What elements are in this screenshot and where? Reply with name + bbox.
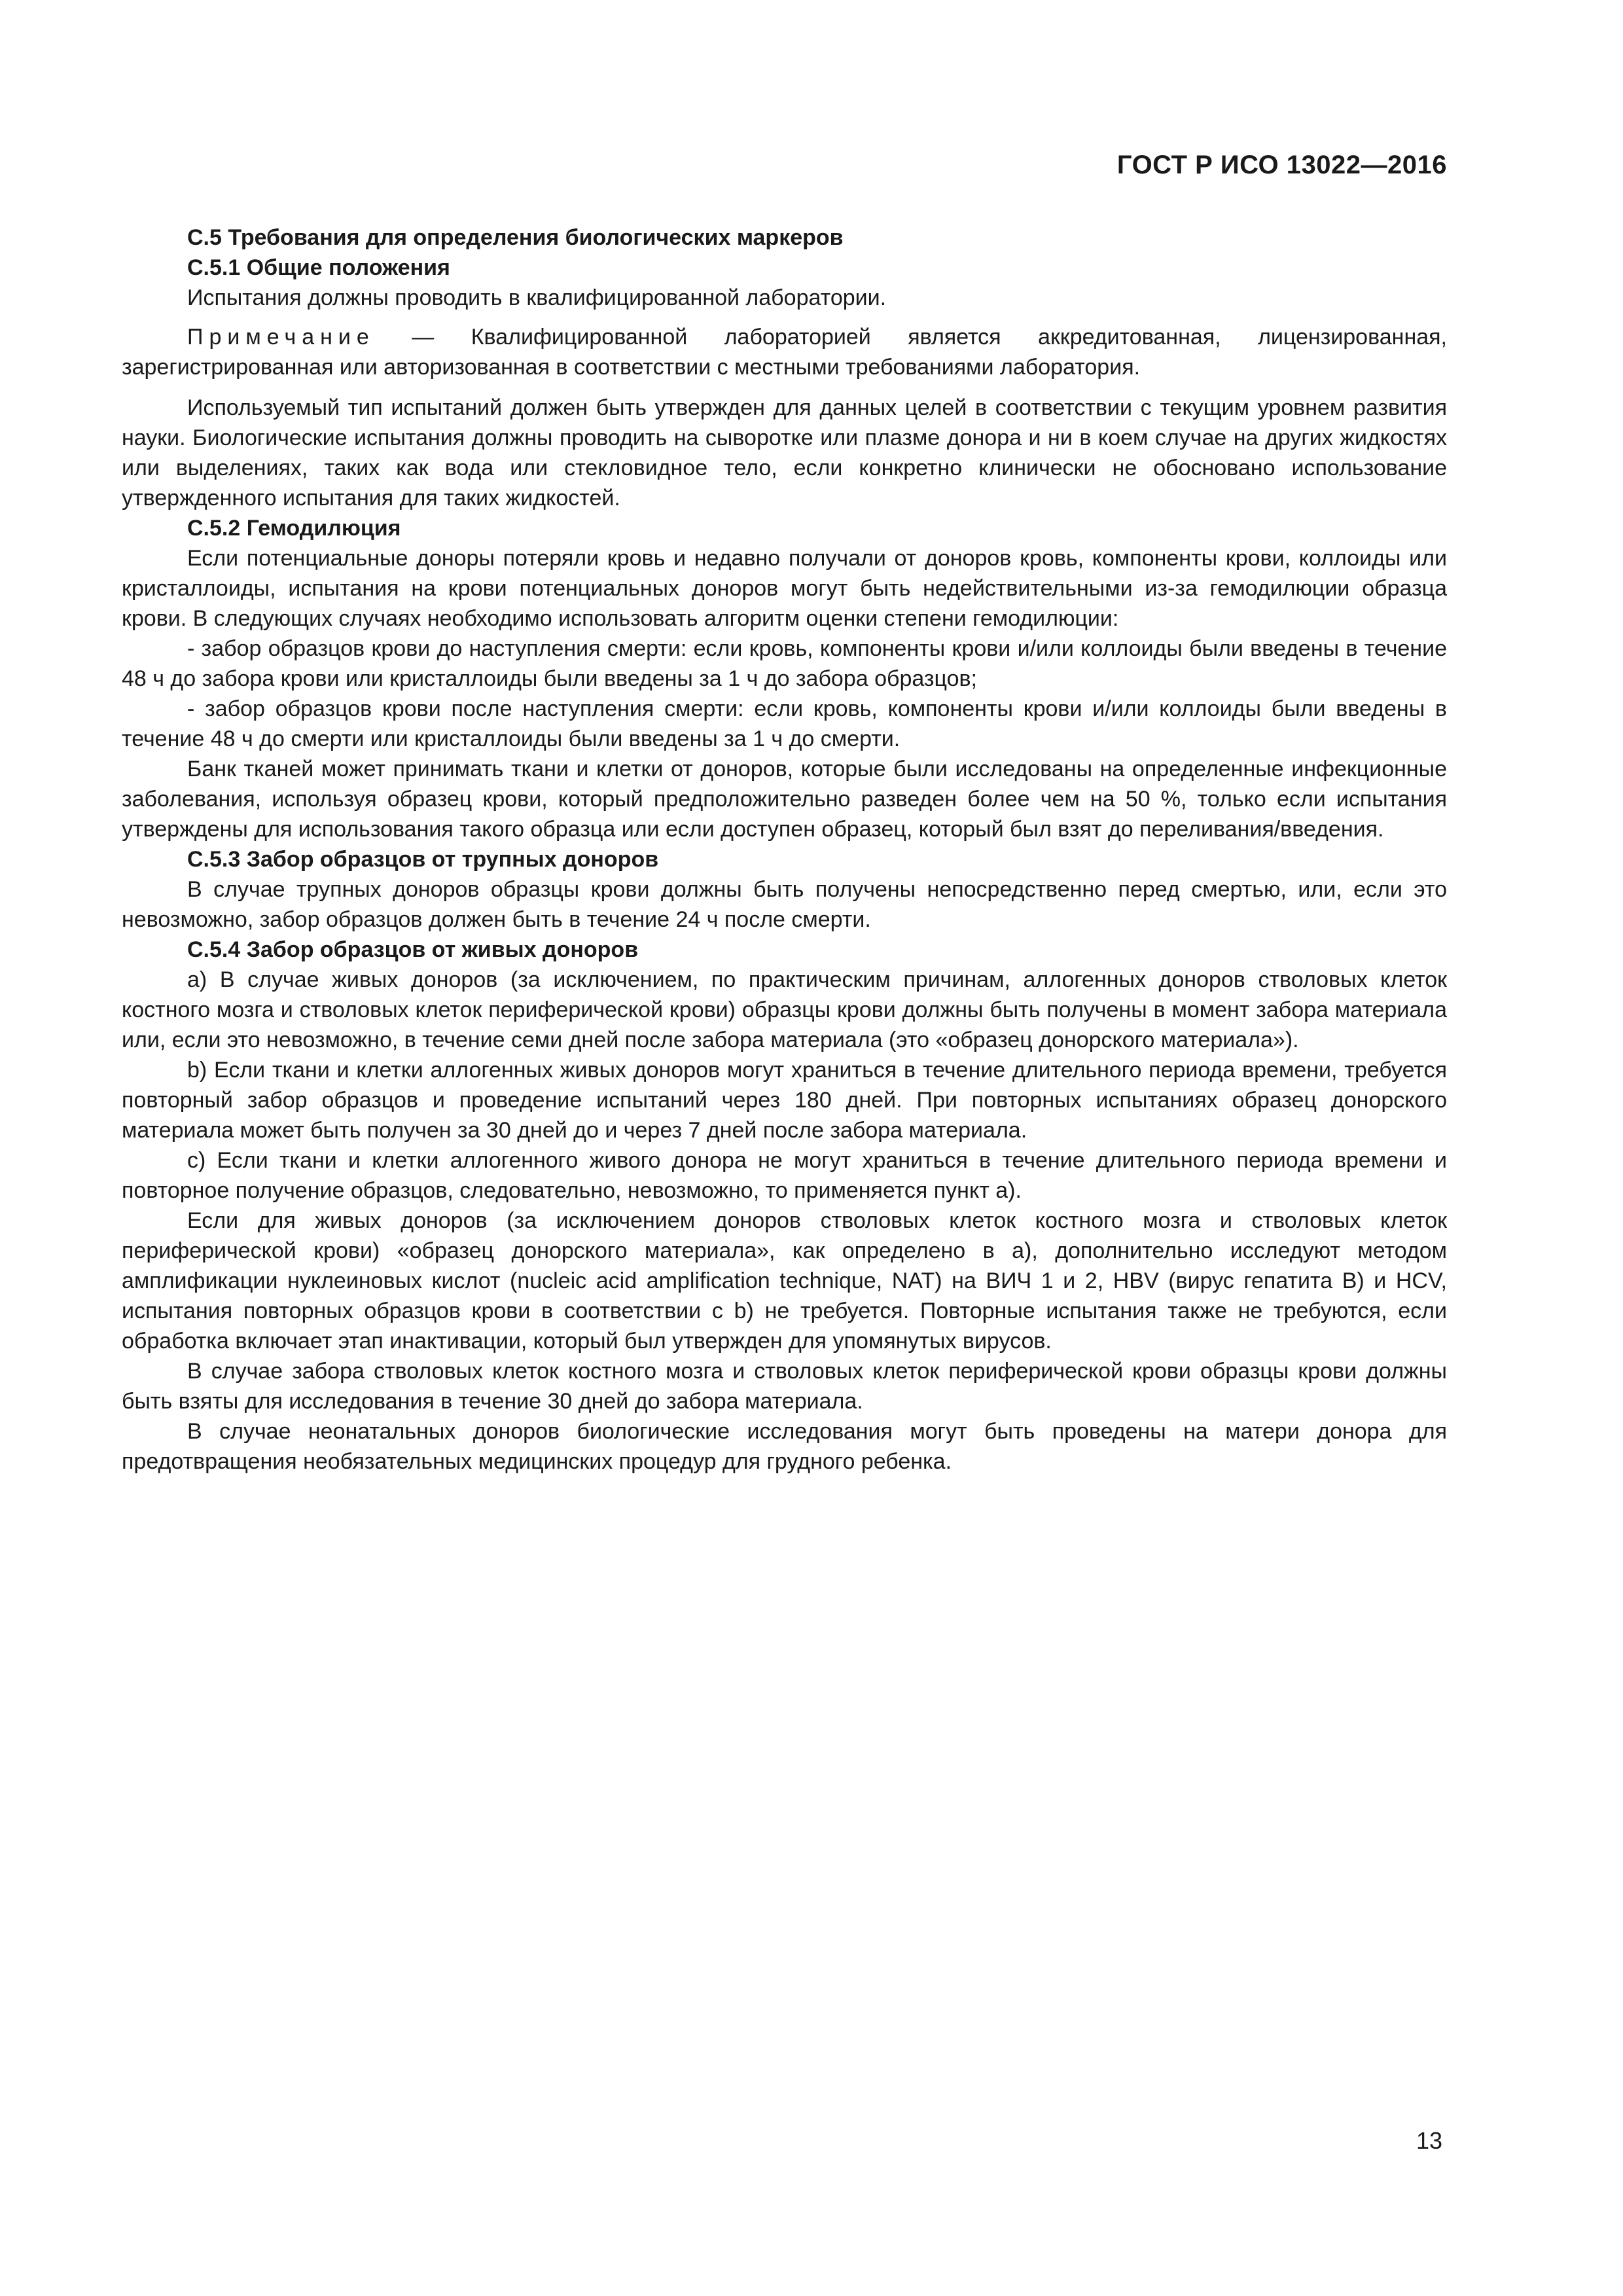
list-item: - забор образцов крови после наступления смерти: если кровь, компоненты крови и/или коллоиды были введены в течение 48 ч до смерти или кристаллоиды были введены за 1 ч до смерти. xyxy=(122,696,1447,751)
subsection-title-c53: С.5.3 Забор образцов от трупных доноров xyxy=(187,847,659,872)
note-paragraph xyxy=(122,322,1447,382)
paragraph: с) Если ткани и клетки аллогенного живого донора не могут храниться в течение длительного периода времени и повторное получение образцов, следовательно, невозможно, то применяется пункт а). xyxy=(122,1148,1447,1203)
paragraph: Используемый тип испытаний должен быть утвержден для данных целей в соответствии с текущим уровнем развития науки. Биологические испытания должны проводить на сыворотке или плазме донора и ни в коем случае на других жидкостях или выделениях, таких как вода или стекловидное тело, если конкретно клинически не обосновано использование утвержденного испытания для таких жидкостей. xyxy=(122,395,1447,511)
paragraph: Если потенциальные доноры потеряли кровь и недавно получали от доноров кровь, компоненты крови, коллоиды или кристаллоиды, испытания на крови потенциальных доноров могут быть недействительными из-за гемодилюции образца крови. В следующих случаях необходимо использовать алгоритм оценки степени гемодилюции: xyxy=(122,546,1447,631)
subsection-title-c52: С.5.2 Гемодилюция xyxy=(187,516,401,541)
paragraph: В случае трупных доноров образцы крови должны быть получены непосредственно перед смертью, или, если это невозможно, забор образцов должен быть в течение 24 ч после смерти. xyxy=(122,877,1447,932)
page-number: 13 xyxy=(1416,2127,1442,2154)
paragraph: В случае неонатальных доноров биологические исследования могут быть проведены на матери донора для предотвращения необязательных медицинских процедур для грудного ребенка. xyxy=(122,1419,1447,1474)
paragraph: Испытания должны проводить в квалифицированной лаборатории. xyxy=(187,285,887,310)
document-body xyxy=(122,223,1447,1477)
note-text: — Квалифицированной лабораторией является аккредитованная, лицензированная, зарегистрированная или авторизованная в соответствии с местными требованиями лаборатория. xyxy=(122,325,1447,380)
paragraph: В случае забора стволовых клеток костного мозга и стволовых клеток периферической крови образцы крови должны быть взяты для исследования в течение 30 дней до забора материала. xyxy=(122,1359,1447,1414)
note-label: Примечание xyxy=(187,325,375,350)
paragraph: Если для живых доноров (за исключением доноров стволовых клеток костного мозга и стволовых клеток периферической крови) «образец донорского материала», как определено в а), дополнительно исследуют методом амплификации нуклеиновых кислот (nucleic acid amplification technique, NAT) на ВИЧ 1 и 2, HBV (вирус гепатита В) и HCV, испытания повторных образцов крови в соответствии с b) не требуется. Повторные испытания также не требуются, если обработка включает этап инактивации, который был утвержден для упомянутых вирусов. xyxy=(122,1208,1447,1354)
paragraph: b) Если ткани и клетки аллогенных живых доноров могут храниться в течение длительного периода времени, требуется повторный забор образцов и проведение испытаний через 180 дней. При повторных испытаниях образец донорского материала может быть получен за 30 дней до и через 7 дней после забора материала. xyxy=(122,1058,1447,1143)
paragraph: а) В случае живых доноров (за исключением, по практическим причинам, аллогенных доноров стволовых клеток костного мозга и стволовых клеток периферической крови) образцы крови должны быть получены в момент забора материала или, если это невозможно, в течение семи дней после забора материала (это «образец донорского материала»). xyxy=(122,967,1447,1052)
list-item: - забор образцов крови до наступления смерти: если кровь, компоненты крови и/или коллоиды были введены в течение 48 ч до забора крови или кристаллоиды были введены за 1 ч до забора образцов; xyxy=(122,636,1447,691)
standard-code: ГОСТ Р ИСО 13022—2016 xyxy=(1116,151,1447,179)
subsection-title-c54: С.5.4 Забор образцов от живых доноров xyxy=(187,937,639,962)
section-title: С.5 Требования для определения биологических маркеров xyxy=(187,225,844,250)
paragraph: Банк тканей может принимать ткани и клетки от доноров, которые были исследованы на определенные инфекционные заболевания, используя образец крови, который предположительно разведен более чем на 50 %, только если испытания утверждены для использования такого образца или если доступен образец, который был взят до переливания/введения. xyxy=(122,757,1447,842)
subsection-title-c51: С.5.1 Общие положения xyxy=(187,255,450,280)
